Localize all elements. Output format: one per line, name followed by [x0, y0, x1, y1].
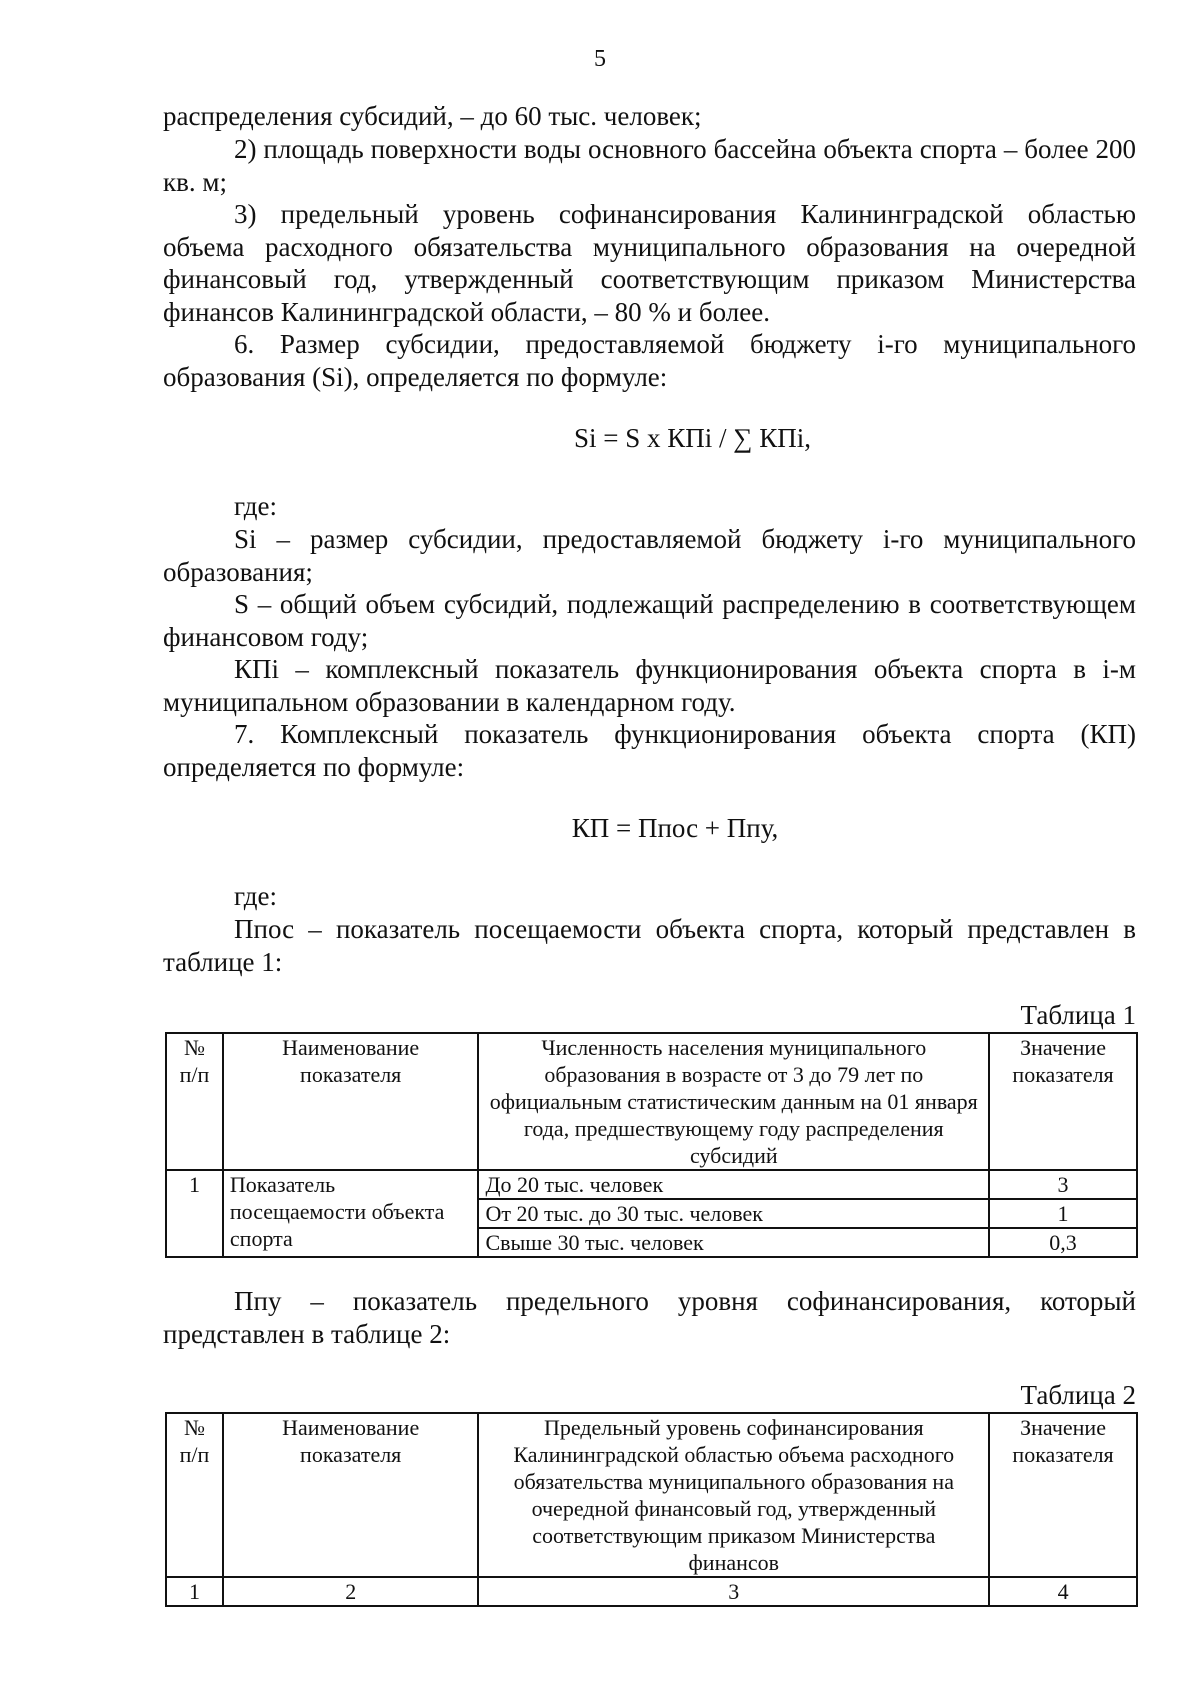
page-number: 5 — [594, 46, 606, 72]
formula-subsidy-text: Si = S x КПi / ∑ КПi, — [573, 423, 812, 453]
table1-header-row — [166, 1033, 1137, 1170]
table1-header-criterion: Численность населения муниципального образования в возрасте от 3 до 79 лет по официальным статистическим данным на 01 января года, предшествующему году распределения субсидий — [478, 1033, 989, 1170]
table2-col-num-2: 2 — [223, 1577, 479, 1606]
table1-criterion-0: До 20 тыс. человек — [478, 1170, 989, 1199]
table-row — [166, 1170, 1137, 1199]
definition-ppu: Ппу – показатель предельного уровня софинансирования, который представлен в таблице 2: — [163, 1286, 1136, 1349]
table1-header-value: Значение показателя — [989, 1033, 1137, 1170]
definition-kpi: КПi – комплексный показатель функционирования объекта спорта в i-м муниципальном образовании в календарном году. — [163, 654, 1136, 717]
table1-criterion-1: От 20 тыс. до 30 тыс. человек — [478, 1199, 989, 1228]
table2-header-value: Значение показателя — [989, 1413, 1137, 1577]
table2-header-name: Наименование показателя — [223, 1413, 479, 1577]
table1-header-name: Наименование показателя — [223, 1033, 479, 1170]
table2-caption: Таблица 2 — [1020, 1380, 1136, 1410]
table2-header-num: № п/п — [166, 1413, 223, 1577]
table1-row-num: 1 — [166, 1170, 223, 1257]
table1-caption: Таблица 1 — [1020, 1000, 1136, 1030]
definition-si: Si – размер субсидии, предоставляемой бюджету i-го муниципального образования; — [163, 524, 1136, 587]
formula-subsidy — [0, 423, 1200, 454]
formula-kp — [0, 813, 1200, 844]
table1-value-2: 0,3 — [989, 1228, 1137, 1257]
where-label-1: где: — [234, 491, 277, 521]
table2-header-row — [166, 1413, 1137, 1577]
paragraph-item-3: 3) предельный уровень софинансирования Калининградской областью объема расходного обязательства муниципального образования на очередной финансовый год, утвержденный соответствующим приказом Министерства финансов Калининградской области, – 80 % и более. — [163, 199, 1136, 327]
table2-col-num-1: 1 — [166, 1577, 223, 1606]
formula-kp-text: КП = Ппос + Ппу, — [571, 813, 779, 843]
paragraph-item-2: 2) площадь поверхности воды основного бассейна объекта спорта – более 200 кв. м; — [163, 134, 1136, 197]
table-row — [166, 1577, 1137, 1606]
table1-value-1: 1 — [989, 1199, 1137, 1228]
table1-header-num: № п/п — [166, 1033, 223, 1170]
paragraph-section-6: 6. Размер субсидии, предоставляемой бюджету i-го муниципального образования (Si), определяется по формуле: — [163, 329, 1136, 392]
table2-header-criterion: Предельный уровень софинансирования Калининградской областью объема расходного обязательства муниципального образования на очередной финансовый год, утвержденный соответствующим приказом Министерства финансов — [478, 1413, 989, 1577]
table1-value-0: 3 — [989, 1170, 1137, 1199]
table1-row-name: Показатель посещаемости объекта спорта — [223, 1170, 479, 1257]
table-cofinancing — [165, 1412, 1138, 1607]
paragraph-section-7: 7. Комплексный показатель функционирования объекта спорта (КП) определяется по формуле: — [163, 719, 1136, 782]
definition-ppos: Ппос – показатель посещаемости объекта спорта, который представлен в таблице 1: — [163, 914, 1136, 977]
where-label-2: где: — [234, 881, 277, 911]
table2-col-num-4: 4 — [989, 1577, 1137, 1606]
table-attendance — [165, 1032, 1138, 1258]
definition-s: S – общий объем субсидий, подлежащий распределению в соответствующем финансовом году; — [163, 589, 1136, 652]
table1-criterion-2: Свыше 30 тыс. человек — [478, 1228, 989, 1257]
paragraph-continuation: распределения субсидий, – до 60 тыс. человек; — [163, 101, 702, 131]
table2-col-num-3: 3 — [478, 1577, 989, 1606]
